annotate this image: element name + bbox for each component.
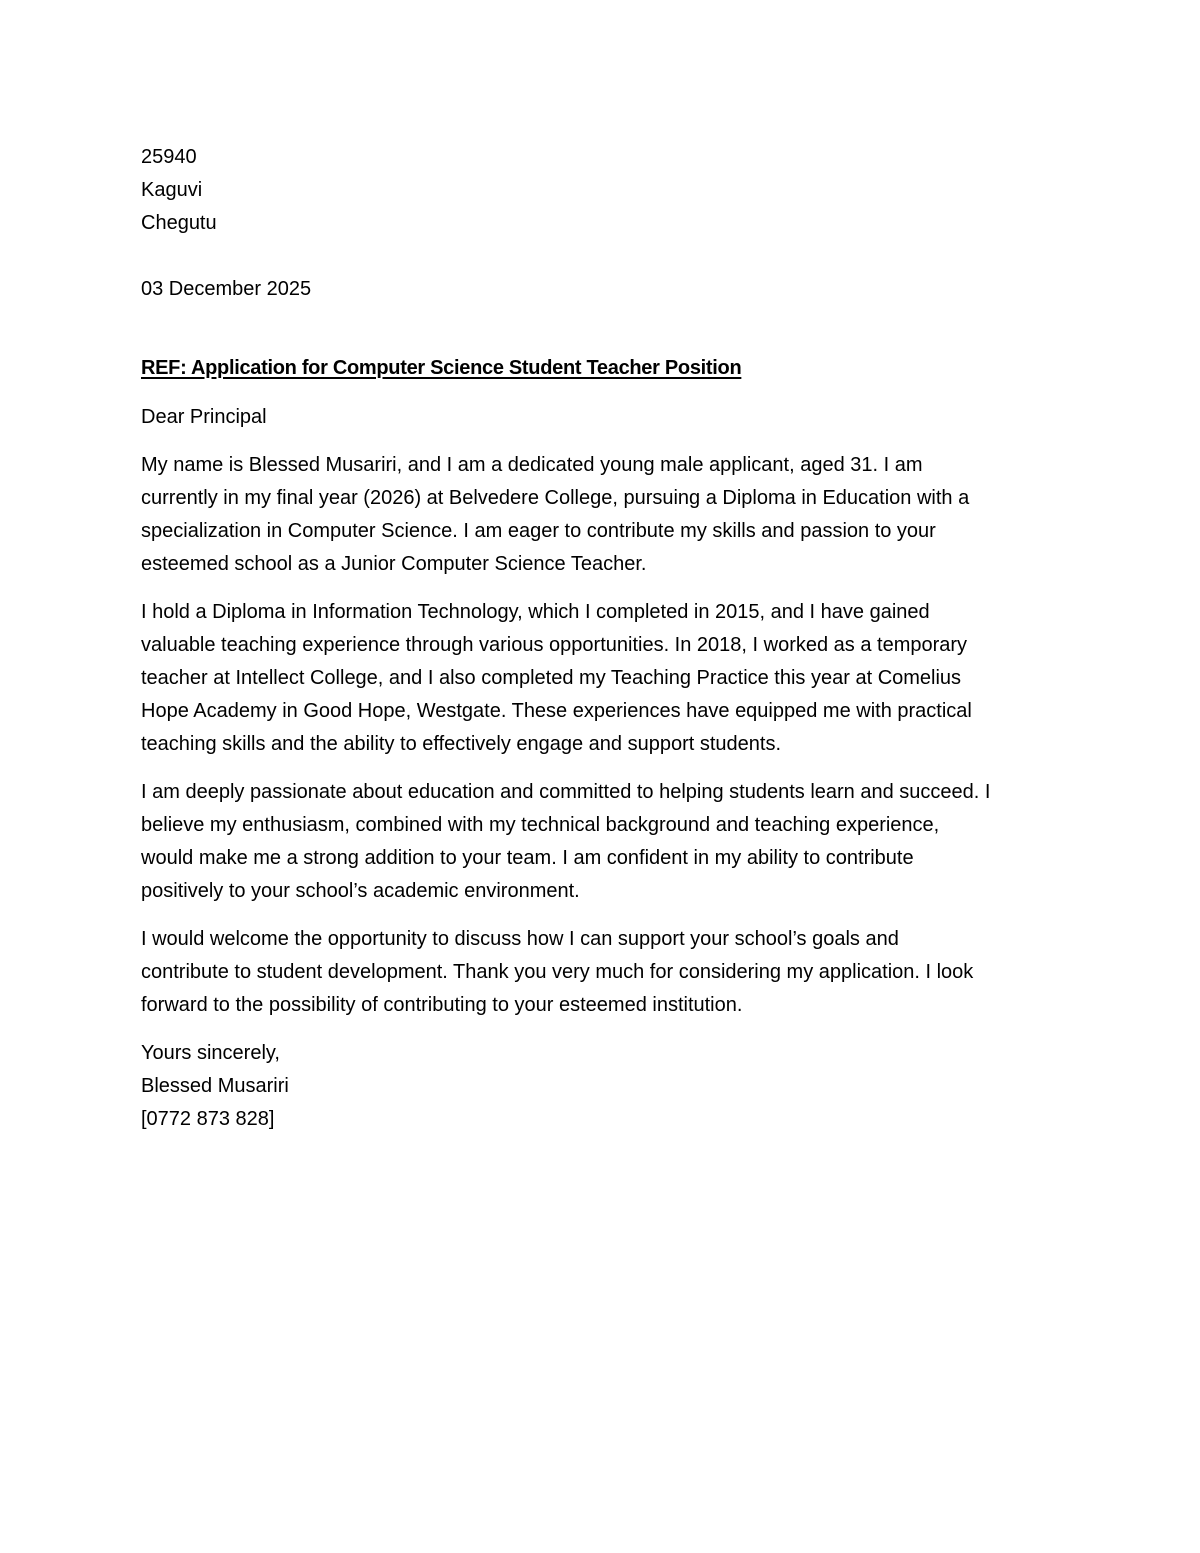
- letter-date: [141, 273, 1061, 306]
- date-text: 03 December 2025: [141, 278, 312, 300]
- paragraph-line: esteemed school as a Junior Computer Science Teacher.: [141, 553, 647, 575]
- paragraph-line: Hope Academy in Good Hope, Westgate. These experiences have equipped me with practical: [141, 700, 972, 722]
- reference-heading: [141, 352, 1061, 385]
- closing-block: [141, 1037, 1061, 1136]
- signatory-phone: [0772 873 828]: [141, 1108, 275, 1130]
- paragraph-introduction: [141, 449, 1061, 581]
- address-line-street: Kaguvi: [141, 179, 203, 201]
- letter-body: [141, 141, 1061, 1136]
- paragraph-line: contribute to student development. Thank you very much for considering my application. I look: [141, 961, 974, 983]
- paragraph-line: I would welcome the opportunity to discuss how I can support your school’s goals and: [141, 928, 899, 950]
- paragraph-line: forward to the possibility of contributing to your esteemed institution.: [141, 994, 743, 1016]
- salutation-text: Dear Principal: [141, 406, 267, 428]
- paragraph-experience: [141, 596, 1061, 761]
- paragraph-line: specialization in Computer Science. I am eager to contribute my skills and passion to your: [141, 520, 936, 542]
- paragraph-line: currently in my final year (2026) at Belvedere College, pursuing a Diploma in Education with a: [141, 487, 970, 509]
- paragraph-line: believe my enthusiasm, combined with my technical background and teaching experience,: [141, 814, 940, 836]
- sender-address: [141, 141, 1061, 240]
- signatory-name: Blessed Musariri: [141, 1075, 289, 1097]
- paragraph-line: I hold a Diploma in Information Technology, which I completed in 2015, and I have gained: [141, 601, 930, 623]
- paragraph-line: would make me a strong addition to your team. I am confident in my ability to contribute: [141, 847, 914, 869]
- paragraph-line: positively to your school’s academic environment.: [141, 880, 580, 902]
- valediction: Yours sincerely,: [141, 1042, 280, 1064]
- reference-text: REF: Application for Computer Science Student Teacher Position: [141, 357, 742, 379]
- salutation: [141, 401, 1061, 434]
- paragraph-line: I am deeply passionate about education and committed to helping students learn and succeed. I: [141, 781, 991, 803]
- paragraph-line: valuable teaching experience through various opportunities. In 2018, I worked as a temporary: [141, 634, 968, 656]
- paragraph-line: My name is Blessed Musariri, and I am a dedicated young male applicant, aged 31. I am: [141, 454, 923, 476]
- paragraph-line: teaching skills and the ability to effectively engage and support students.: [141, 733, 782, 755]
- paragraph-conclusion: [141, 923, 1061, 1022]
- address-line-town: Chegutu: [141, 212, 217, 234]
- paragraph-passion: [141, 776, 1061, 908]
- paragraph-line: teacher at Intellect College, and I also completed my Teaching Practice this year at Comelius: [141, 667, 962, 689]
- address-line-postal: 25940: [141, 146, 197, 168]
